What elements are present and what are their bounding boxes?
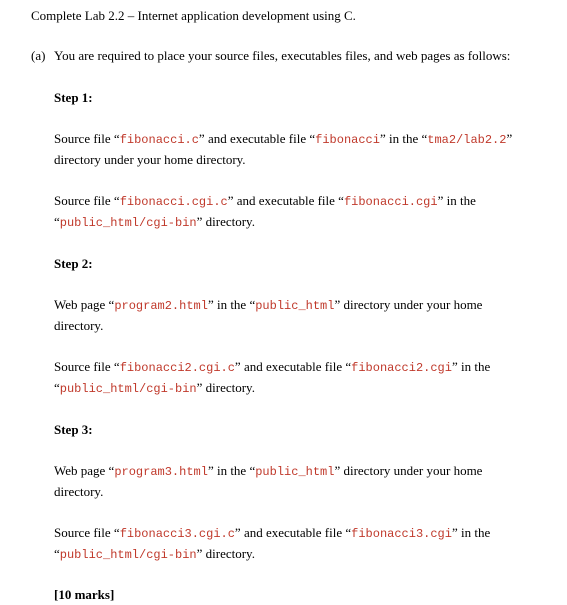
- text: “: [54, 546, 60, 561]
- executable-filename: fibonacci3.cgi: [351, 527, 452, 541]
- step-1-para-2-line-1: [54, 190, 476, 213]
- step-3-para-2-line-2: [54, 543, 255, 566]
- directory-path: tma2/lab2.2: [427, 133, 507, 147]
- text: ” in the: [451, 525, 491, 540]
- directory-path: public_html: [255, 299, 335, 313]
- web-page-filename: program2.html: [114, 299, 208, 313]
- text: ” directory.: [196, 546, 255, 561]
- step-1-para-2-line-2: [54, 211, 255, 234]
- source-filename: fibonacci.cgi.c: [119, 195, 228, 209]
- text: Source file “: [54, 525, 120, 540]
- text: ” in the: [437, 193, 476, 208]
- text: ” and executable file “: [227, 193, 344, 208]
- text: ” in the: [451, 359, 491, 374]
- text: Source file “: [54, 359, 120, 374]
- directory-path: public_html/cgi-bin: [59, 382, 197, 396]
- text: ” and executable file “: [234, 359, 352, 374]
- step-2-title: Step 2:: [54, 256, 93, 271]
- executable-filename: fibonacci: [315, 133, 380, 147]
- source-filename: fibonacci.c: [119, 133, 199, 147]
- executable-filename: fibonacci2.cgi: [351, 361, 452, 375]
- directory-path: public_html/cgi-bin: [59, 216, 197, 230]
- text: ” in the “: [379, 131, 428, 146]
- step-2-para-1-line-1: [54, 294, 482, 317]
- step-3-para-1-line-2: directory.: [54, 484, 104, 499]
- step-2-para-2-line-1: [54, 356, 490, 379]
- step-1-para-1-line-1: [54, 128, 512, 151]
- text: ” directory.: [196, 380, 255, 395]
- text: Source file “: [54, 131, 120, 146]
- step-1-para-1-line-2: directory under your home directory.: [54, 152, 246, 167]
- source-filename: fibonacci2.cgi.c: [119, 361, 235, 375]
- step-3-title: Step 3:: [54, 422, 93, 437]
- text: ” directory.: [196, 214, 255, 229]
- text: Source file “: [54, 193, 120, 208]
- directory-path: public_html/cgi-bin: [59, 548, 197, 562]
- part-a-label: (a): [31, 48, 46, 63]
- text: Web page “: [54, 463, 115, 478]
- step-2-para-2-line-2: [54, 377, 255, 400]
- text: ” in the “: [207, 463, 256, 478]
- lab-heading: Complete Lab 2.2 – Internet application development using C.: [31, 8, 356, 23]
- text: ” in the “: [207, 297, 256, 312]
- text: ” directory under your home: [334, 463, 483, 478]
- step-2-para-1-line-2: directory.: [54, 318, 104, 333]
- step-1-title: Step 1:: [54, 90, 93, 105]
- executable-filename: fibonacci.cgi: [343, 195, 438, 209]
- text: ” and executable file “: [234, 525, 352, 540]
- text: “: [54, 214, 60, 229]
- part-a-instructions: You are required to place your source files, executables files, and web pages as follows:: [54, 48, 511, 63]
- source-filename: fibonacci3.cgi.c: [119, 527, 235, 541]
- text: ” and executable file “: [198, 131, 316, 146]
- text: “: [54, 380, 60, 395]
- directory-path: public_html: [255, 465, 335, 479]
- step-3-para-1-line-1: [54, 460, 482, 483]
- web-page-filename: program3.html: [114, 465, 208, 479]
- text: Web page “: [54, 297, 115, 312]
- text: ”: [506, 131, 513, 146]
- text: ” directory under your home: [334, 297, 483, 312]
- step-3-para-2-line-1: [54, 522, 490, 545]
- marks-label: [10 marks]: [54, 587, 115, 602]
